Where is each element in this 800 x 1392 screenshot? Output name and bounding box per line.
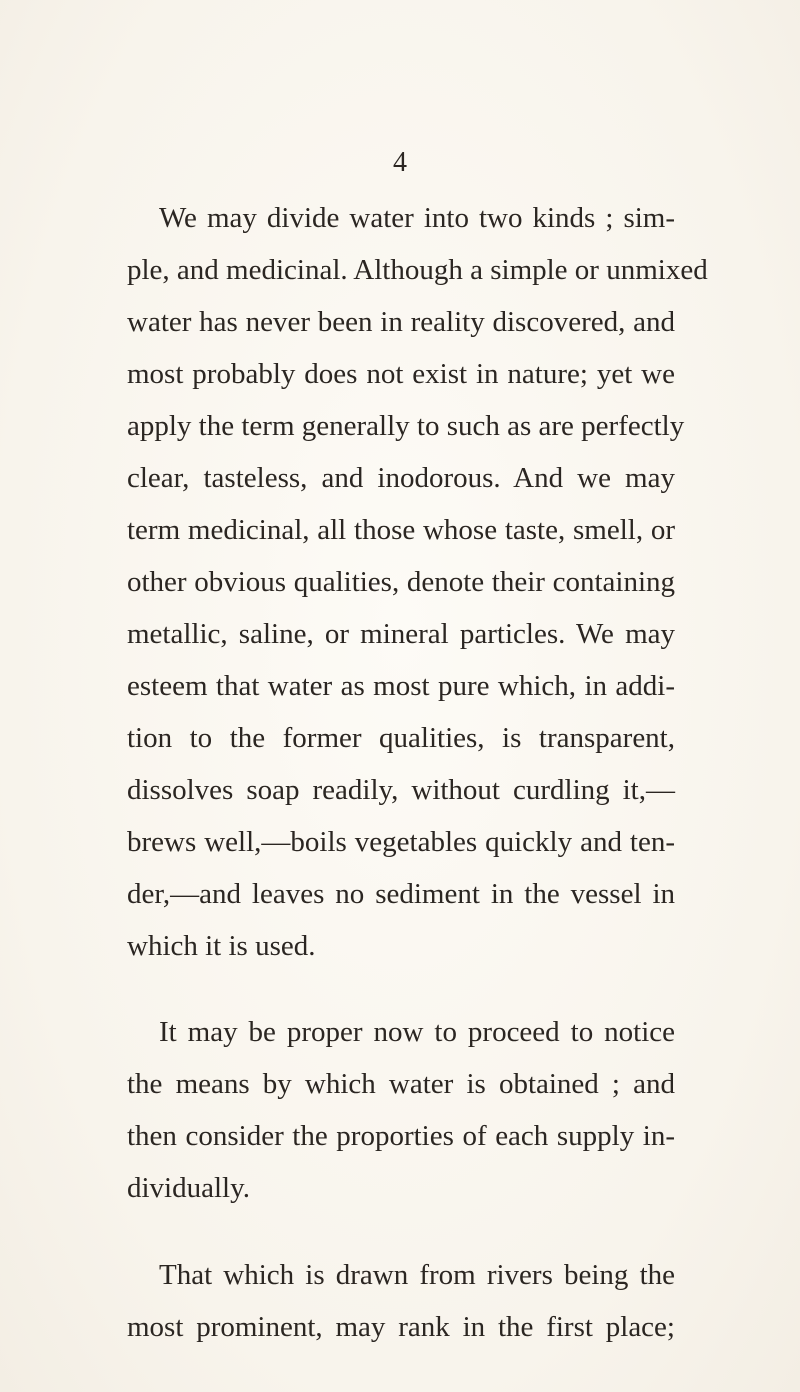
text-line: metallic, saline, or mineral particles. We may [127, 618, 675, 650]
text-line: ple, and medicinal. Although a simple or unmixed [127, 254, 708, 286]
text-line: then consider the proporties of each supply in- [127, 1120, 675, 1152]
text-line: We may divide water into two kinds ; sim- [159, 202, 675, 234]
text-line: It may be proper now to proceed to notice [159, 1016, 675, 1048]
text-line: dividually. [127, 1172, 250, 1204]
text-line: which it is used. [127, 930, 316, 962]
text-line: water has never been in reality discovered, and [127, 306, 675, 338]
text-line: the means by which water is obtained ; and [127, 1068, 675, 1100]
text-line: esteem that water as most pure which, in addi- [127, 670, 675, 702]
text-line: tion to the former qualities, is transparent, [127, 722, 675, 754]
text-line: other obvious qualities, denote their containing [127, 566, 675, 598]
text-line: That which is drawn from rivers being the [159, 1259, 675, 1291]
text-line: most probably does not exist in nature; yet we [127, 358, 675, 390]
page-number: 4 [393, 147, 407, 178]
text-line: clear, tasteless, and inodorous. And we may [127, 462, 675, 494]
text-line: most prominent, may rank in the first place; [127, 1311, 675, 1343]
text-line: dissolves soap readily, without curdling it,— [127, 774, 675, 806]
text-line: der,—and leaves no sediment in the vessel in [127, 878, 675, 910]
text-line: term medicinal, all those whose taste, smell, or [127, 514, 675, 546]
text-line: brews well,—boils vegetables quickly and ten- [127, 826, 675, 858]
text-line: apply the term generally to such as are perfectly [127, 410, 685, 442]
